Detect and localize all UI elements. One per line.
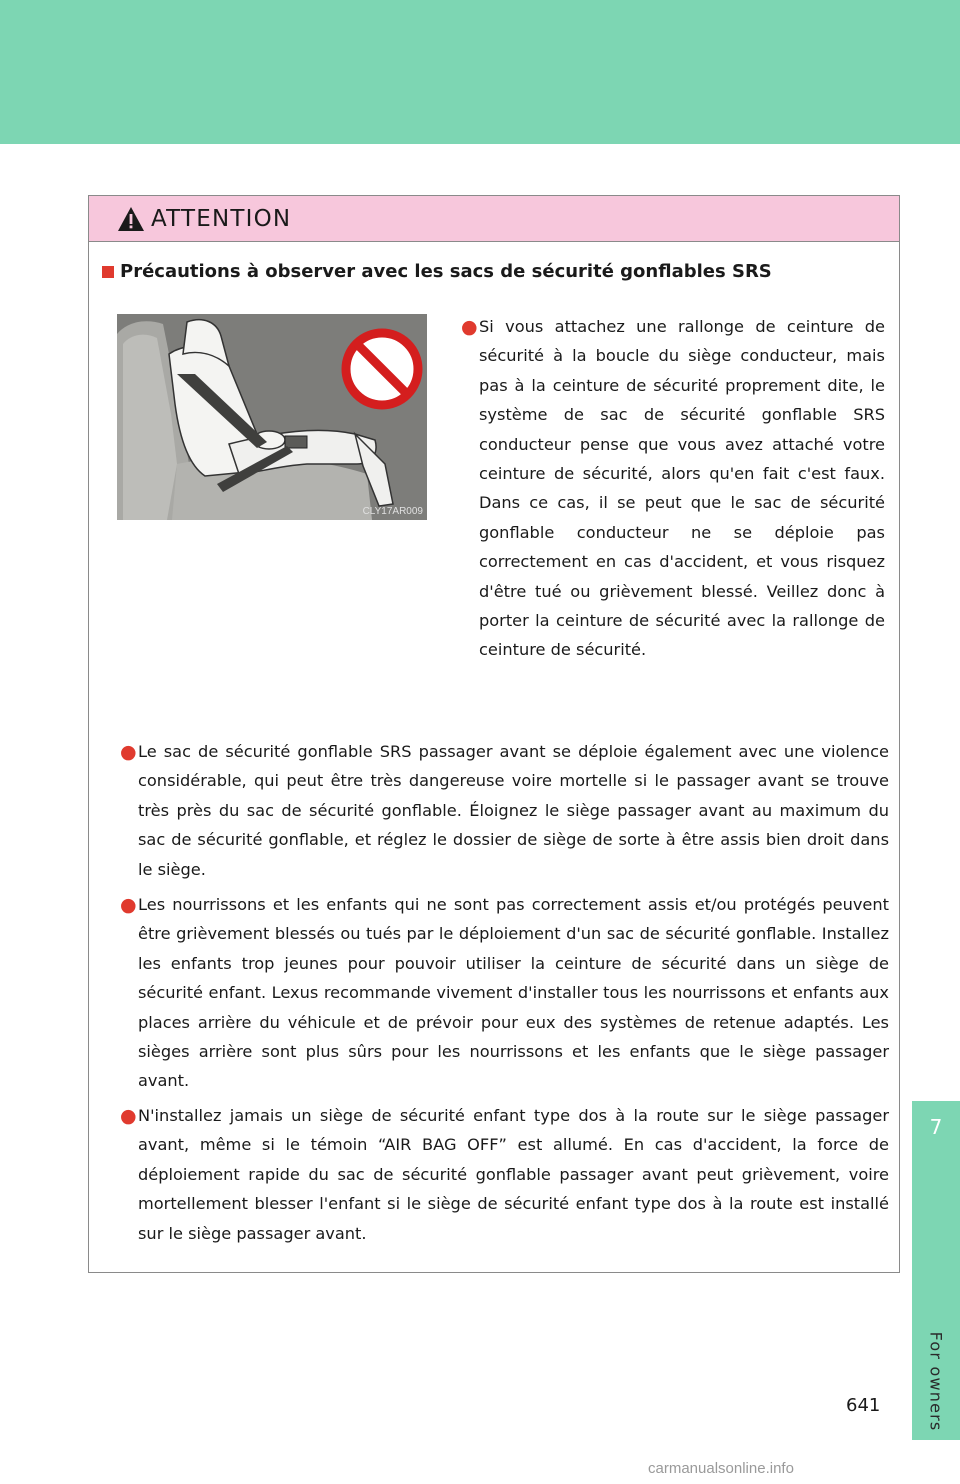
seated-driver-drawing: [117, 314, 427, 520]
attention-header: [89, 196, 899, 242]
watermark: carmanualsonline.info: [648, 1460, 794, 1477]
image-code: CLY17AR009: [362, 506, 423, 517]
warning-triangle-icon: [117, 206, 145, 232]
bullet-item: [461, 312, 885, 665]
bullet-item: [120, 1101, 889, 1248]
bullet-text: Les nourrissons et les enfants qui ne sont pas correctement assis et/ou protégés peuvent être grièvement blessés ou tués par le déploiement d'un sac de sécurité gonflable. Installez les enfants trop jeunes pour pouvoir utiliser la ceinture de sécurité dans un siège de sécurité enfant. Lexus recommande vivement d'installer tous les nourrissons et enfants aux places arrière du véhicule et de prévoir pour eux des systèmes de retenue adaptés. Les sièges arrière sont plus sûrs pour les nourrissons et les enfants que le siège passager avant.: [138, 895, 889, 1091]
top-header-band: [0, 0, 960, 144]
seatbelt-extender-illustration: [117, 314, 427, 520]
chapter-number: 7: [929, 1115, 943, 1139]
bullet-text: N'installez jamais un siège de sécurité enfant type dos à la route sur le siège passager avant, même si le témoin “AIR BAG OFF” est allumé. En cas d'accident, la force de déploiement rapide du sac de sécurité gonflable passager avant peut grièvement, voire mortellement blesser l'enfant si le siège de sécurité enfant type dos à la route est installé sur le siège passager avant.: [138, 1106, 889, 1243]
red-bullet-icon: ●: [120, 894, 137, 916]
red-square-icon: [102, 266, 114, 278]
red-bullet-icon: ●: [461, 316, 478, 338]
chapter-label-wrapper: [921, 1326, 951, 1436]
page-number: 641: [846, 1395, 881, 1416]
bullet-text: Le sac de sécurité gonflable SRS passager avant se déploie également avec une violence considérable, qui peut être très dangereuse voire mortelle si le passager avant se trouve très près du sac de sécurité gonflable. Éloignez le siège passager avant au maximum du sac de sécurité gonflable, et réglez le dossier de siège de sorte à être assis bien droit dans le siège.: [138, 742, 889, 879]
bullet-item: [120, 737, 889, 884]
bullet-text: Si vous attachez une rallonge de ceinture de sécurité à la boucle du siège conducteur, mais pas à la ceinture de sécurité proprement dite, le système de sac de sécurité gonflable SRS conducteur pense que vous avez attaché votre ceinture de sécurité, alors qu'en fait c'est faux. Dans ce cas, il se peut que le sac de sécurité gonflable conducteur ne se déploie pas correctement en cas d'accident, et vous risquez d'être tué ou grièvement blessé. Veillez donc à porter la ceinture de sécurité avec la rallonge de ceinture de sécurité.: [479, 317, 885, 660]
red-bullet-icon: ●: [120, 1105, 137, 1127]
attention-box: [88, 195, 900, 1273]
chapter-tab[interactable]: [912, 1101, 960, 1440]
red-bullet-icon: ●: [120, 741, 137, 763]
section-title: [102, 261, 772, 282]
section-title-text: Précautions à observer avec les sacs de sécurité gonflables SRS: [120, 261, 772, 282]
bullet-item: [120, 890, 889, 1096]
chapter-label: For owners: [926, 1331, 946, 1431]
attention-title: ATTENTION: [151, 205, 292, 232]
